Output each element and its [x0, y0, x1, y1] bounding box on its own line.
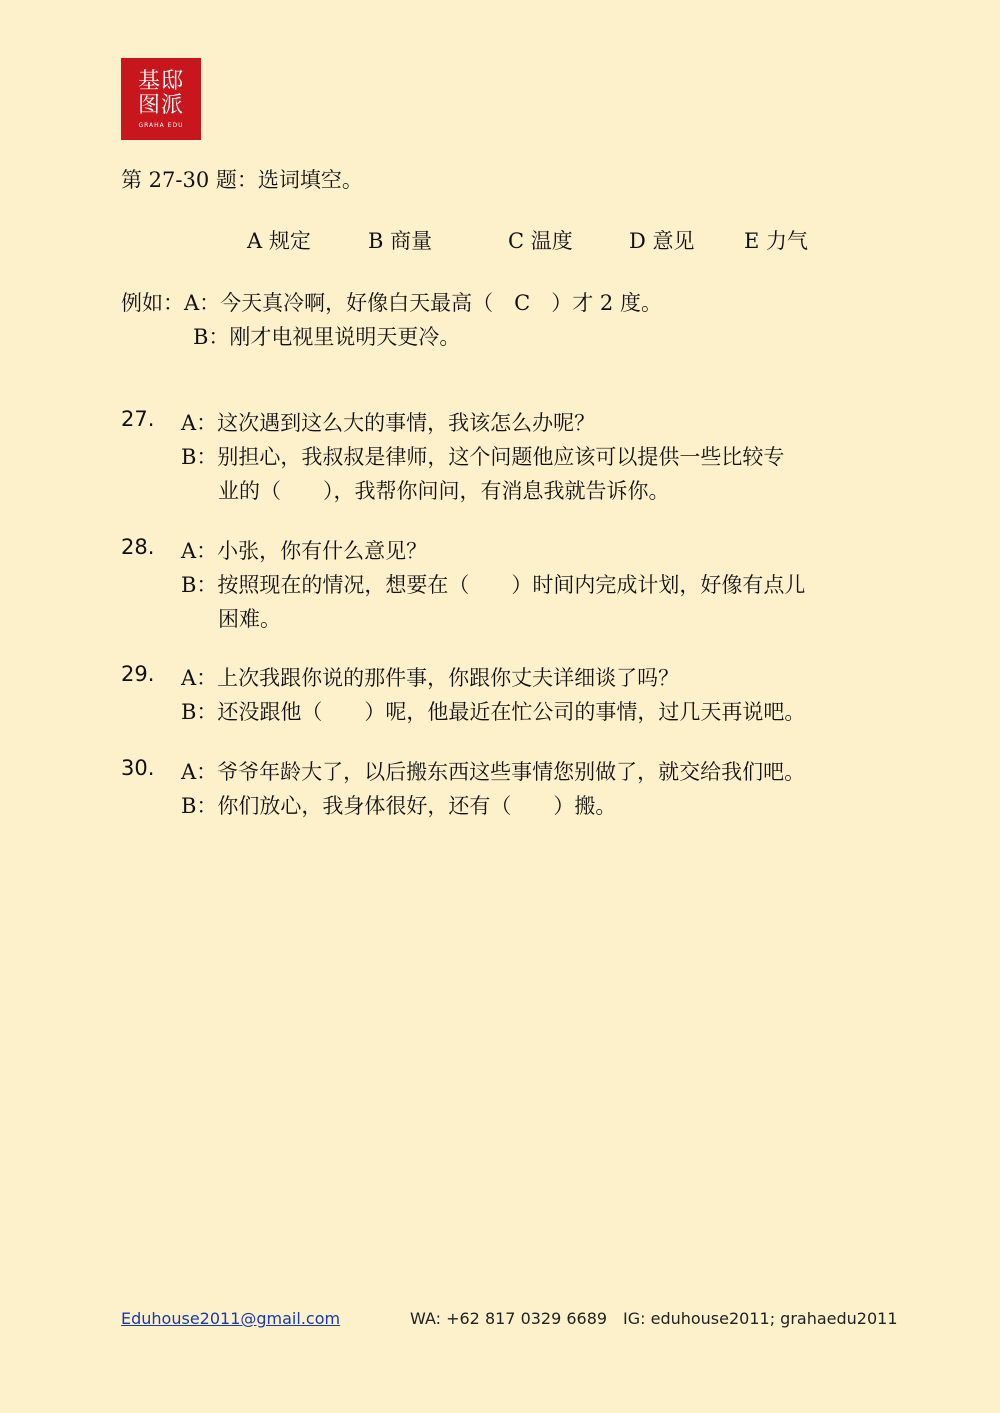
example-a: 例如：A：今天真冷啊，好像白天最高（ C ）才 2 度。: [121, 291, 662, 315]
option-e: E 力气: [744, 229, 809, 253]
instagram-contact: IG: eduhouse2011; grahaedu2011: [623, 1309, 898, 1328]
instruction: 第 27-30 题：选词填空。: [121, 168, 363, 192]
logo-mark: 基邸 图派: [137, 68, 184, 118]
question-line-b-cont: 困难。: [218, 607, 281, 631]
question-line-a: A：爷爷年龄大了，以后搬东西这些事情您别做了，就交给我们吧。: [181, 760, 806, 784]
option-c: C 温度: [508, 229, 573, 253]
email-link[interactable]: Eduhouse2011@gmail.com: [121, 1309, 341, 1328]
question-number: 29.: [121, 662, 155, 686]
option-b: B 商量: [368, 229, 433, 253]
question-number: 28.: [121, 535, 155, 559]
question-line-a: A：上次我跟你说的那件事，你跟你丈夫详细谈了吗？: [181, 666, 680, 690]
example-b: B：刚才电视里说明天更冷。: [193, 325, 461, 349]
logo-text: GRAHA EDU: [138, 121, 184, 129]
question-line-b: B：还没跟他（ ）呢，他最近在忙公司的事情，过几天再说吧。: [181, 700, 806, 724]
question-line-b: B：你们放心，我身体很好，还有（ ）搬。: [181, 794, 617, 818]
logo: [121, 58, 201, 140]
question-line-b-cont: 业的（ ），我帮你问问，有消息我就告诉你。: [218, 479, 670, 503]
question-line-a: A：小张，你有什么意见？: [181, 539, 428, 563]
whatsapp-contact: WA: +62 817 0329 6689: [410, 1309, 608, 1328]
question-line-b: B：别担心，我叔叔是律师，这个问题他应该可以提供一些比较专: [181, 445, 785, 469]
option-d: D 意见: [629, 229, 695, 253]
question-number: 27.: [121, 407, 155, 431]
question-line-a: A：这次遇到这么大的事情，我该怎么办呢？: [181, 411, 596, 435]
option-a: A 规定: [247, 229, 311, 253]
question-number: 30.: [121, 756, 155, 780]
question-line-b: B：按照现在的情况，想要在（ ）时间内完成计划，好像有点儿: [181, 573, 806, 597]
